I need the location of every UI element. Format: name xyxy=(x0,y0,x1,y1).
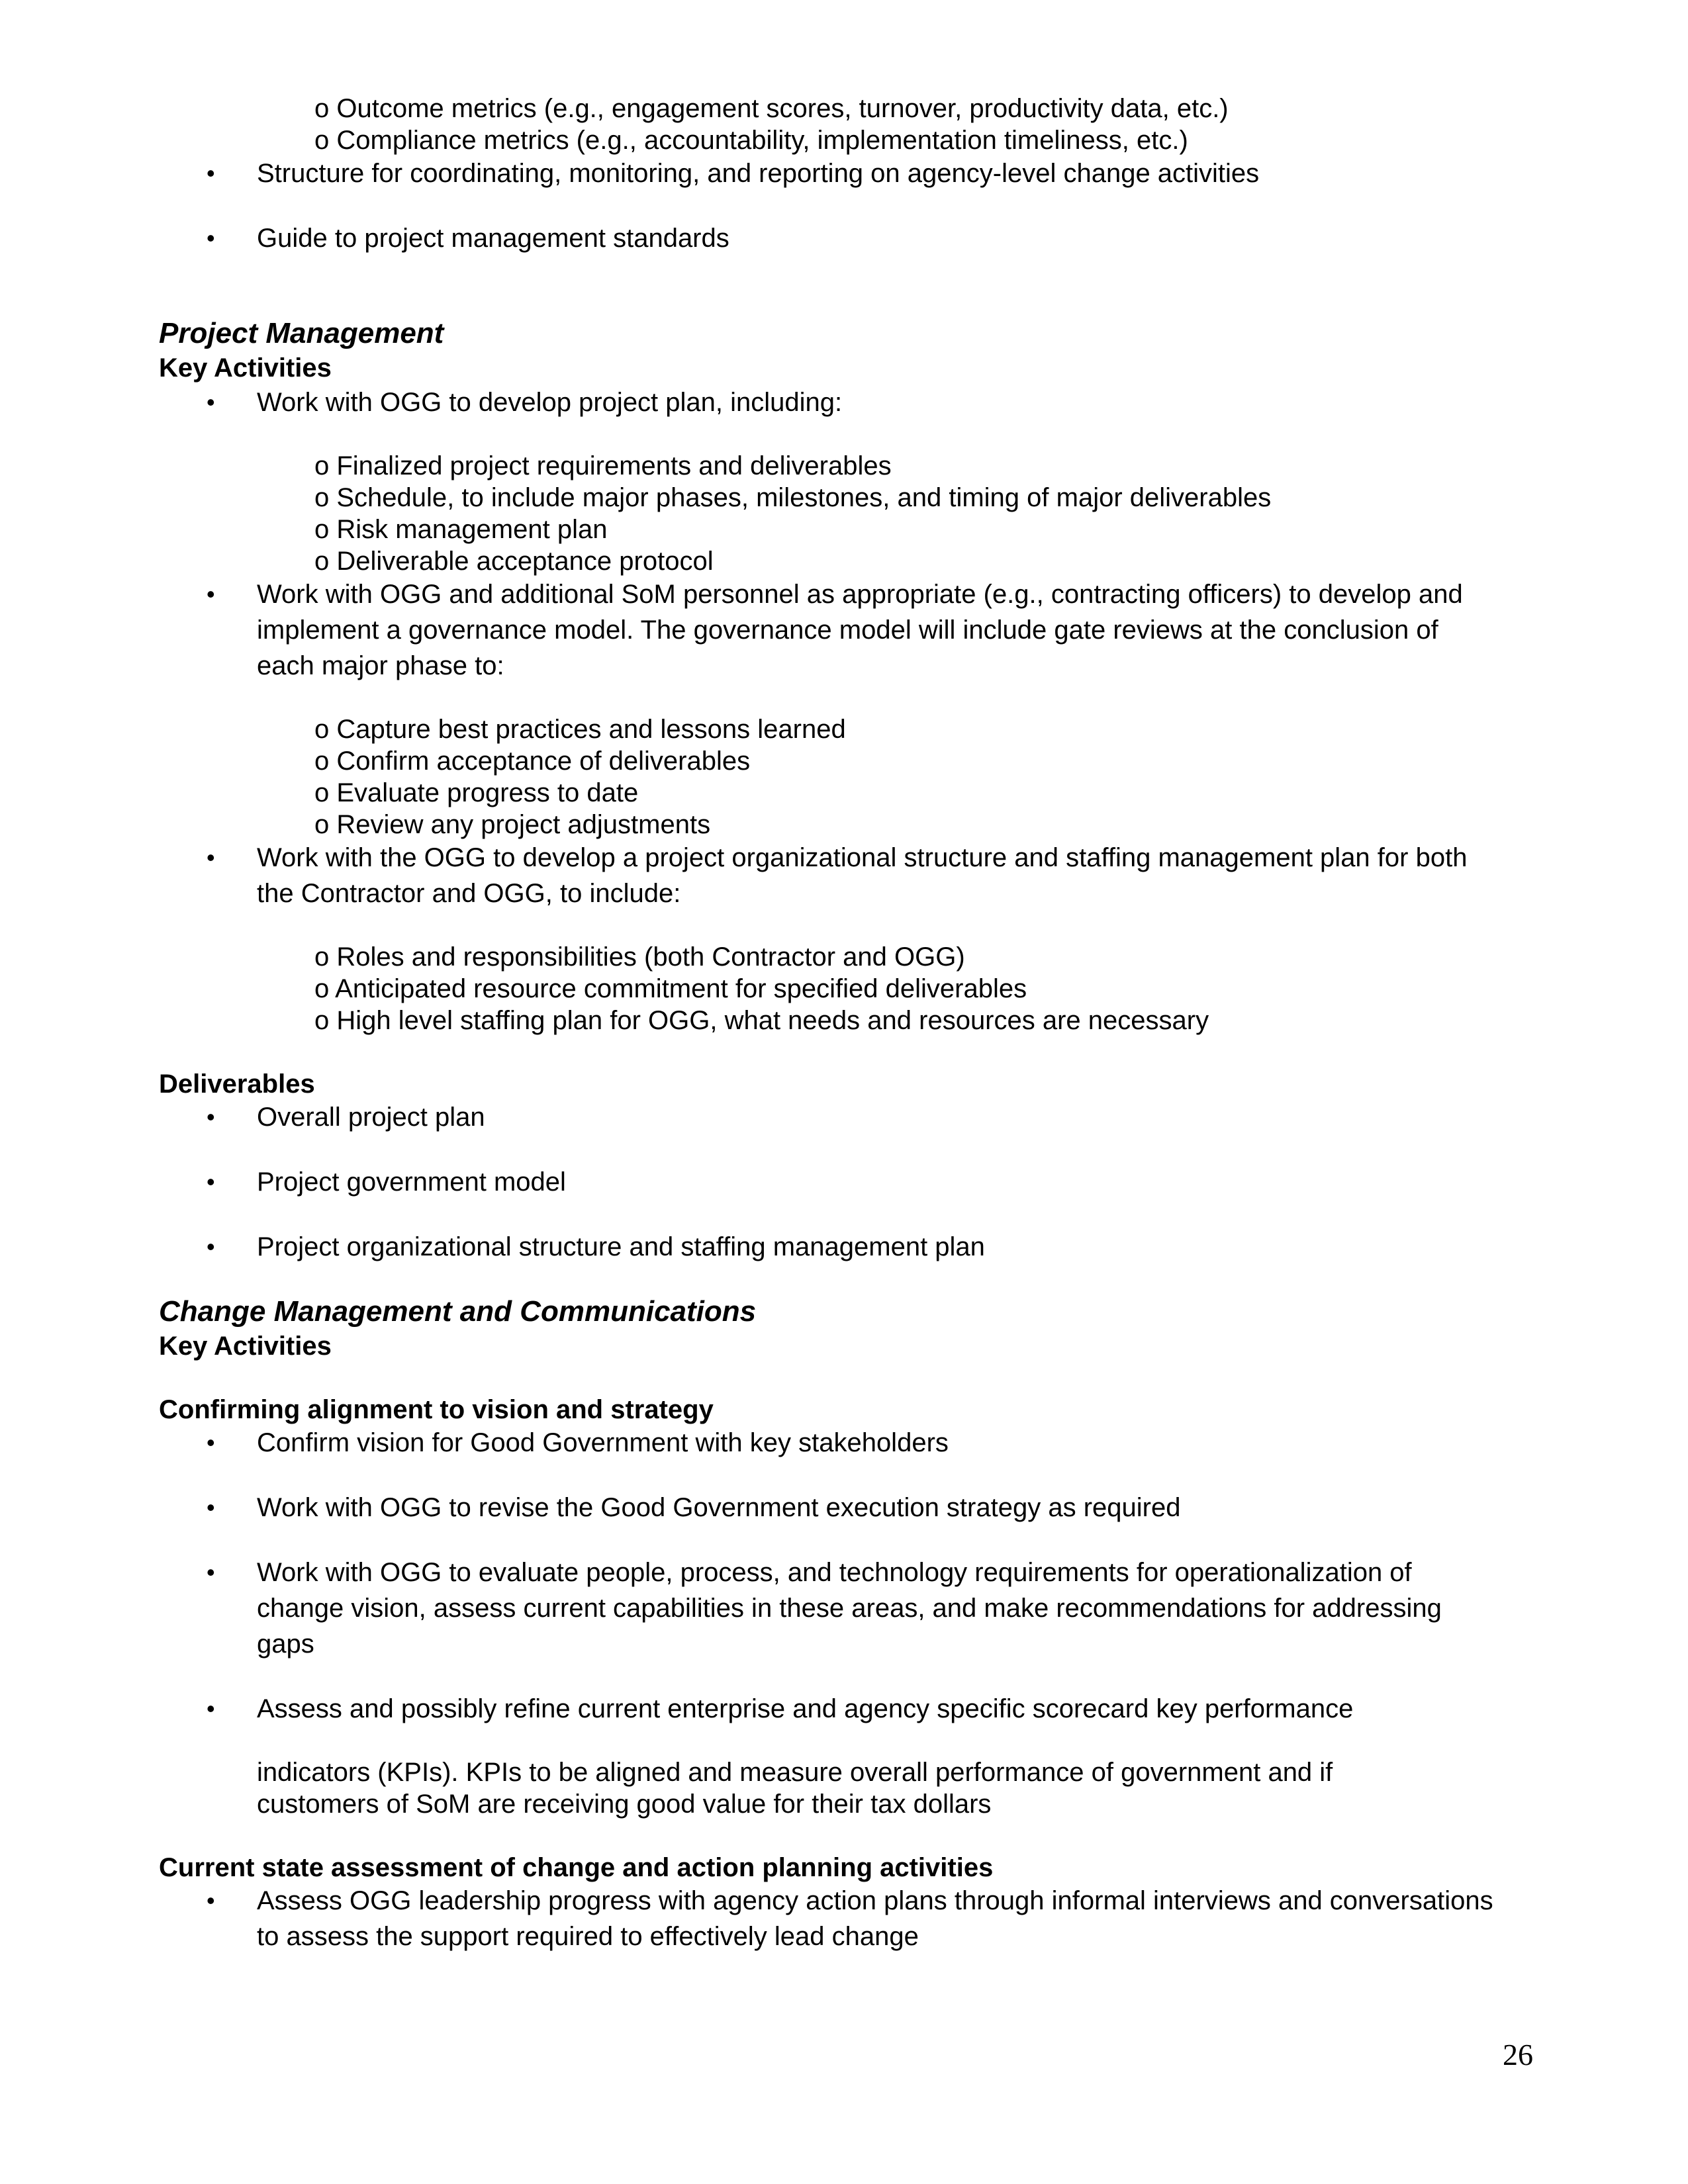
sub-item: o High level staffing plan for OGG, what needs and resources are necessary xyxy=(314,1006,1209,1035)
sub-item: o Schedule, to include major phases, milestones, and timing of major deliverables xyxy=(314,483,1272,512)
sub-item: o Roles and responsibilities (both Contractor and OGG) xyxy=(314,942,965,972)
subheading: Key Activities xyxy=(159,1332,332,1361)
sub-item: o Review any project adjustments xyxy=(314,810,711,839)
bullet-icon: • xyxy=(207,1494,215,1521)
bullet-item: Work with the OGG to develop a project organizational structure and staffing management plan for both xyxy=(257,843,1468,872)
deliverable-item: Project organizational structure and staffing management plan xyxy=(257,1232,985,1261)
bullet-item-continuation: each major phase to: xyxy=(257,651,504,680)
section-heading: Project Management xyxy=(159,317,444,349)
bullet-item-continuation: to assess the support required to effectively lead change xyxy=(257,1922,919,1951)
subheading: Current state assessment of change and action planning activities xyxy=(159,1853,994,1882)
bullet-item: Work with OGG to revise the Good Government execution strategy as required xyxy=(257,1493,1181,1522)
sub-item: o Compliance metrics (e.g., accountability, implementation timeliness, etc.) xyxy=(314,126,1188,155)
subheading: Key Activities xyxy=(159,353,332,383)
bullet-item-continuation: customers of SoM are receiving good value for their tax dollars xyxy=(257,1790,992,1819)
bullet-item-continuation: the Contractor and OGG, to include: xyxy=(257,879,681,908)
bullet-item: Confirm vision for Good Government with key stakeholders xyxy=(257,1428,949,1457)
bullet-item-continuation: change vision, assess current capabilities in these areas, and make recommendations for addressing xyxy=(257,1594,1442,1623)
deliverable-item: Project government model xyxy=(257,1167,566,1197)
bullet-icon: • xyxy=(207,1429,215,1456)
sub-item: o Risk management plan xyxy=(314,515,608,544)
deliverable-item: Overall project plan xyxy=(257,1103,485,1132)
subheading: Confirming alignment to vision and strategy xyxy=(159,1395,714,1424)
sub-item: o Deliverable acceptance protocol xyxy=(314,547,714,576)
bullet-item-continuation: gaps xyxy=(257,1629,314,1659)
bullet-item: Work with OGG to develop project plan, including: xyxy=(257,388,843,417)
section-heading: Change Management and Communications xyxy=(159,1295,757,1328)
page-number: 26 xyxy=(1503,2038,1533,2071)
subheading: Deliverables xyxy=(159,1069,315,1099)
bullet-item: Assess OGG leadership progress with agency action plans through informal interviews and conversations xyxy=(257,1886,1493,1915)
bullet-icon: • xyxy=(207,1559,215,1586)
bullet-item-continuation: indicators (KPIs). KPIs to be aligned and measure overall performance of government and if xyxy=(257,1758,1333,1787)
bullet-item: Assess and possibly refine current enterprise and agency specific scorecard key performance xyxy=(257,1694,1354,1723)
bullet-icon: • xyxy=(207,844,215,871)
bullet-item-continuation: implement a governance model. The governance model will include gate reviews at the conclusion of xyxy=(257,615,1438,645)
sub-item: o Finalized project requirements and deliverables xyxy=(314,451,892,480)
bullet-icon: • xyxy=(207,1103,215,1130)
bullet-icon: • xyxy=(207,224,215,251)
bullet-item: Structure for coordinating, monitoring, and reporting on agency-level change activities xyxy=(257,159,1260,188)
bullet-icon: • xyxy=(207,1233,215,1260)
sub-item: o Anticipated resource commitment for specified deliverables xyxy=(314,974,1027,1003)
sub-item: o Confirm acceptance of deliverables xyxy=(314,747,751,776)
bullet-item: Work with OGG and additional SoM personnel as appropriate (e.g., contracting officers) to develop and xyxy=(257,580,1463,609)
sub-item: o Evaluate progress to date xyxy=(314,778,639,807)
sub-item: o Outcome metrics (e.g., engagement scores, turnover, productivity data, etc.) xyxy=(314,94,1229,123)
bullet-icon: • xyxy=(207,159,215,187)
bullet-icon: • xyxy=(207,1887,215,1914)
sub-item: o Capture best practices and lessons learned xyxy=(314,715,846,744)
bullet-icon: • xyxy=(207,388,215,416)
bullet-icon: • xyxy=(207,1168,215,1195)
bullet-icon: • xyxy=(207,1695,215,1722)
bullet-icon: • xyxy=(207,580,215,608)
bullet-item: Work with OGG to evaluate people, process, and technology requirements for operationalization of xyxy=(257,1558,1412,1587)
bullet-item: Guide to project management standards xyxy=(257,224,729,253)
